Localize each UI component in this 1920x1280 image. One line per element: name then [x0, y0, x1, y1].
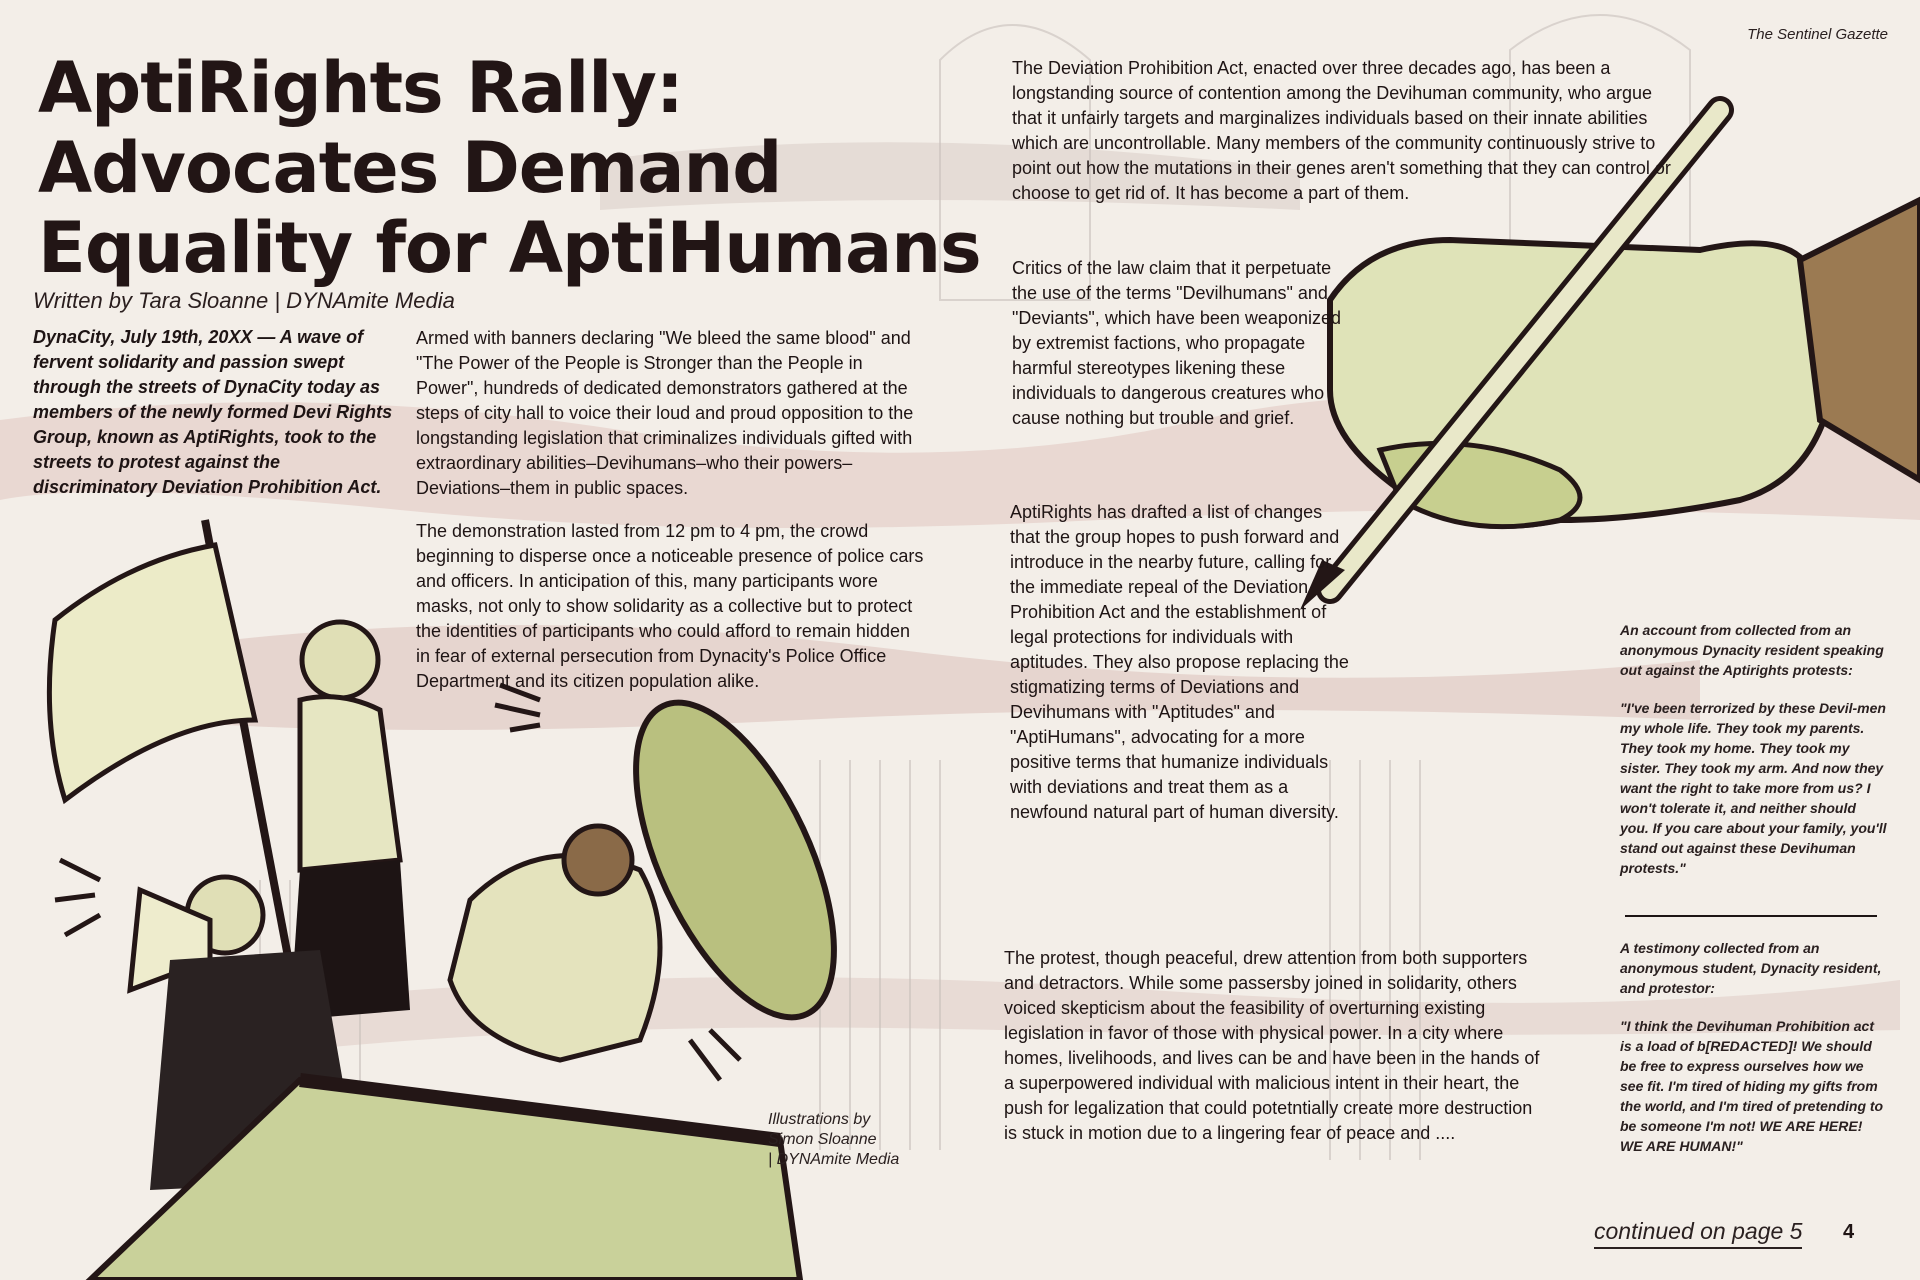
quote-intro: A testimony collected from an anonymous student, Dynacity resident, and protestor: [1620, 940, 1882, 996]
credit-line: | DYNAmite Media [768, 1151, 900, 1168]
article-paragraph: AptiRights has drafted a list of changes that the group hopes to push forward and introduce in the nearby future, calling for the immediate repeal of the Deviation Prohibition Act and the establishment of legal protections for individuals with aptitudes. They also propose replacing the stigmatizing terms of Deviations and Devihumans with "Aptitudes" and "AptiHumans", advocating for a more positive terms that humanize individuals with deviations and treat them as a newfound natural part of human diversity. [1010, 502, 1349, 822]
column-3-intro [1012, 56, 1672, 224]
credit-line: Simon Sloanne [768, 1131, 877, 1148]
headline-line-3: Equality for AptiHumans [38, 207, 981, 289]
article-paragraph: The Deviation Prohibition Act, enacted over three decades ago, has been a longstanding source of contention among the Devihuman community, who argue that it unfairly targets and marginalizes individuals based on their innate abilities which are uncontrollable. Many members of the community continuously strive to point out how the mutations in their genes aren't something that they can control or choose to get rid of. It has become a part of them. [1012, 58, 1671, 203]
headline [38, 47, 981, 289]
article-paragraph: Critics of the law claim that it perpetuate the use of the terms "Devilhumans" and "Deviants", which have been weaponized by extremist factions, who propagate harmful stereotypes likening these individuals to dangerous creatures who cause nothing but trouble and grief. [1012, 258, 1341, 428]
page-number: 4 [1843, 1221, 1855, 1243]
quote-text: "I've been terrorized by these Devil-men my whole life. They took my parents. They took my home. They took my sister. They took my arm. And now they want the right to take more from us? I won't tolerate it, and neither should you. If you care about your family, you'll stand out against these Devihuman protests." [1620, 700, 1887, 876]
article-paragraph: The demonstration lasted from 12 pm to 4 pm, the crowd beginning to disperse once a noticeable presence of police cars and officers. In anticipation of this, many participants wore masks, not only to show solidarity as a collective but to protect the identities of participants who could afford to remain hidden in fear of external persecution from Dynacity's Police Office Department and its citizen population alike. [416, 521, 924, 691]
publication-name: The Sentinel Gazette [1747, 26, 1888, 43]
article-paragraph: The protest, though peaceful, drew attention from both supporters and detractors. While some passersby joined in solidarity, others voiced skepticism about the feasibility of overturning existing legislation in favor of those with physical power. In a city where homes, livelihoods, and lives can be and have been in the hands of a superpowered individual with malicious intent in their heart, the push for legalization that could potetntially create more destruction is stuck in motion due to a lingering fear of peace and .... [1004, 948, 1540, 1143]
column-3-changes [1010, 500, 1355, 843]
quote-text: "I think the Devihuman Prohibition act is a load of b[REDACTED]! We should be free to express ourselves how we see fit. I'm tired of hiding my gifts from the world, and I'm tired of pretending to be someone I'm not! WE ARE HERE! WE ARE HUMAN!" [1620, 1018, 1884, 1154]
credit-line: Illustrations by [768, 1111, 871, 1128]
column-2 [416, 326, 924, 712]
lede-paragraph: DynaCity, July 19th, 20XX — A wave of fervent solidarity and passion swept through the streets of DynaCity today as members of the newly formed Devi Rights Group, known as AptiRights, took to the streets to protest against the discriminatory Deviation Prohibition Act. [33, 327, 393, 497]
sidebar-quote-1 [1620, 620, 1888, 896]
headline-line-1: AptiRights Rally: [38, 47, 683, 129]
sidebar-quote-2 [1620, 938, 1888, 1174]
continued-link[interactable]: continued on page 5 [1594, 1218, 1802, 1249]
byline: Written by Tara Sloanne | DYNAmite Media [33, 288, 455, 313]
column-3-critics [1012, 256, 1357, 449]
sidebar-divider [1625, 915, 1877, 917]
column-3-protest [1004, 946, 1544, 1164]
illustration-credit [768, 1110, 899, 1170]
headline-line-2: Advocates Demand [38, 127, 782, 209]
article-paragraph: Armed with banners declaring "We bleed the same blood" and "The Power of the People is Stronger than the People in Power", hundreds of dedicated demonstrators gathered at the steps of city hall to voice their loud and proud opposition to the longstanding legislation that criminalizes individuals gifted with extraordinary abilities–Devihumans–who their powers–Deviations–them in public spaces. [416, 328, 914, 498]
quote-intro: An account from collected from an anonymous Dynacity resident speaking out against the Aptirights protests: [1620, 622, 1884, 678]
